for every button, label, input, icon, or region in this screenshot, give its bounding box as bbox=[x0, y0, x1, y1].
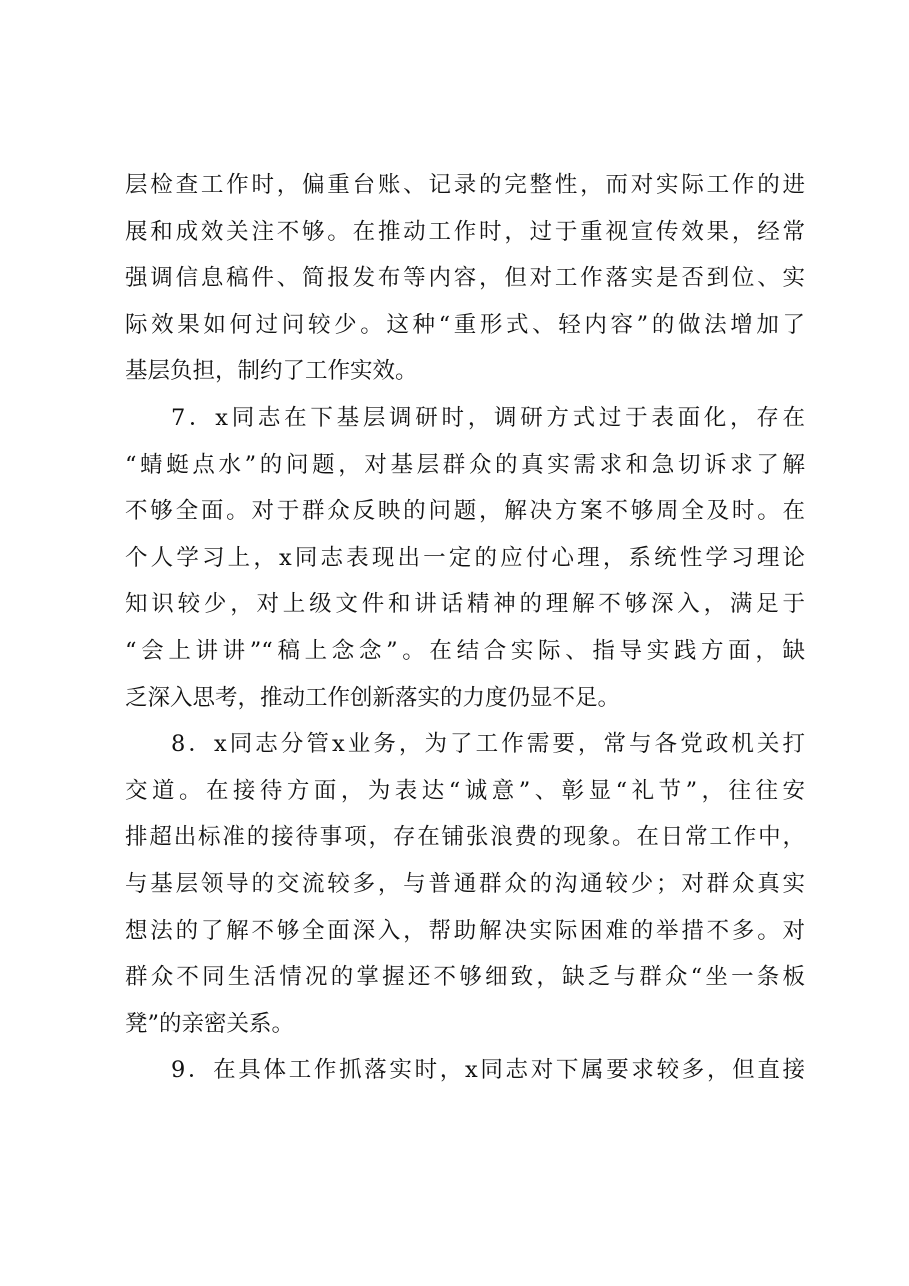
paragraph-7 bbox=[125, 395, 805, 721]
paragraph-continued bbox=[125, 162, 805, 395]
text-line: 9．在具体工作抓落实时，x同志对下属要求较多，但直接 bbox=[171, 1057, 805, 1084]
text-line: 群众不同生活情况的掌握还不够细致，缺乏与群众“坐一条板 bbox=[125, 964, 805, 991]
text-line: 8．x同志分管x业务，为了工作需要，常与各党政机关打 bbox=[171, 731, 805, 758]
text-line: 强调信息稿件、简报发布等内容，但对工作落实是否到位、实 bbox=[125, 265, 805, 292]
text-line: 展和成效关注不够。在推动工作时，过于重视宣传效果，经常 bbox=[125, 218, 805, 245]
paragraph-9 bbox=[125, 1047, 805, 1094]
text-line: 层检查工作时，偏重台账、记录的完整性，而对实际工作的进 bbox=[125, 172, 805, 198]
text-line: 排超出标准的接待事项，存在铺张浪费的现象。在日常工作中， bbox=[125, 824, 805, 851]
text-line: 7．x同志在下基层调研时，调研方式过于表面化，存在 bbox=[171, 404, 805, 431]
text-line: 凳”的亲密关系。 bbox=[125, 1010, 295, 1037]
text-line: 际效果如何过问较少。这种“重形式、轻内容”的做法增加了 bbox=[125, 311, 805, 338]
text-line: 不够全面。对于群众反映的问题，解决方案不够周全及时。在 bbox=[125, 498, 805, 525]
text-line: 基层负担，制约了工作实效。 bbox=[125, 358, 418, 385]
text-line: 想法的了解不够全面深入，帮助解决实际困难的举措不多。对 bbox=[125, 917, 805, 944]
text-line: 与基层领导的交流较多，与普通群众的沟通较少；对群众真实 bbox=[125, 870, 805, 897]
body-text bbox=[125, 162, 805, 1094]
text-line: 知识较少，对上级文件和讲话精神的理解不够深入，满足于 bbox=[125, 591, 805, 618]
text-line: 乏深入思考，推动工作创新落实的力度仍显不足。 bbox=[125, 684, 621, 711]
paragraph-8 bbox=[125, 721, 805, 1047]
text-line: 交道。在接待方面，为表达“诚意”、彰显“礼节”，往往安 bbox=[125, 777, 805, 804]
text-line: 个人学习上，x同志表现出一定的应付心理，系统性学习理论 bbox=[125, 544, 805, 571]
text-line: “蜻蜓点水”的问题，对基层群众的真实需求和急切诉求了解 bbox=[125, 451, 805, 478]
text-line: “会上讲讲”“稿上念念”。在结合实际、指导实践方面，缺 bbox=[125, 637, 805, 664]
